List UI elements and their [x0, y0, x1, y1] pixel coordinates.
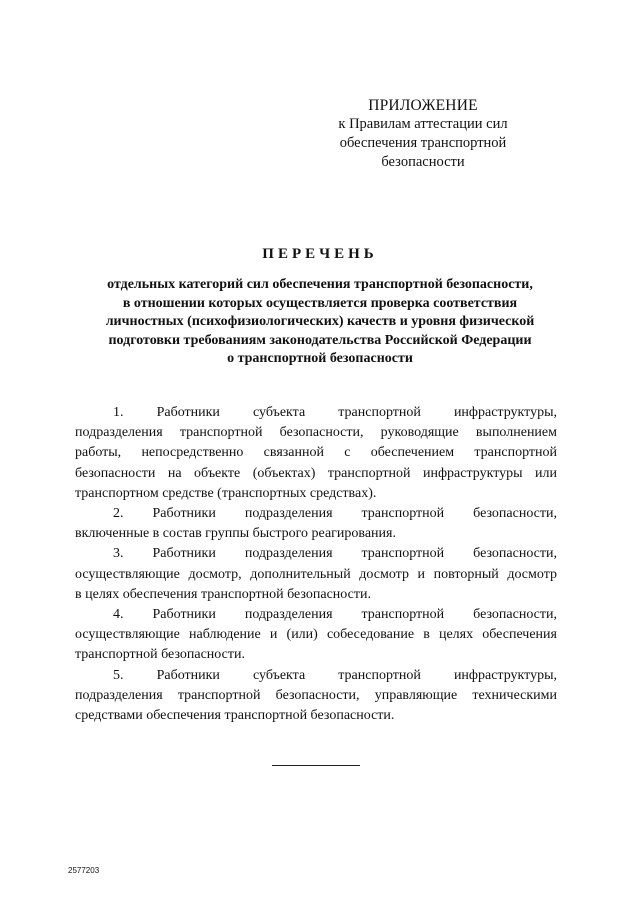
subtitle-line: в отношении которых осуществляется проверка соответствия — [122, 295, 518, 311]
subtitle-line: подготовки требованиям законодательства Российской Федерации — [108, 332, 532, 348]
list-item — [75, 544, 557, 605]
appendix-line: обеспечения транспортной — [339, 135, 507, 151]
appendix-line: безопасности — [381, 154, 465, 170]
item-line: осуществляющие досмотр, дополнительный досмотр и повторный досмотр — [75, 566, 557, 582]
item-line: 3. Работники подразделения транспортной безопасности, — [113, 546, 557, 562]
items-list — [75, 403, 557, 726]
list-subtitle — [60, 276, 580, 369]
item-line: 2. Работники подразделения транспортной безопасности, — [113, 506, 557, 522]
item-line: транспортном средстве (транспортных средствах). — [75, 485, 377, 501]
item-line: подразделения транспортной безопасности, руководящие выполнением — [75, 425, 557, 441]
item-line: осуществляющие наблюдение и (или) собеседование в целях обеспечения — [75, 627, 557, 643]
appendix-heading: ПРИЛОЖЕНИЕ — [368, 97, 478, 114]
item-line: 4. Работники подразделения транспортной безопасности, — [113, 607, 557, 623]
item-line: подразделения транспортной безопасности, управляющие техническими — [75, 687, 557, 703]
appendix-line: к Правилам аттестации сил — [338, 116, 508, 132]
document-number: 2577203 — [68, 866, 100, 875]
item-line: транспортной безопасности. — [75, 647, 245, 663]
list-item — [75, 403, 557, 504]
item-line: безопасности на объекте (объектах) транспортной инфраструктуры или — [75, 465, 557, 481]
item-line: в целях обеспечения транспортной безопасности. — [75, 586, 371, 602]
subtitle-line: личностных (психофизиологических) качеств и уровня физической — [105, 314, 535, 329]
item-line: работы, непосредственно связанной с обеспечением транспортной — [75, 445, 557, 461]
item-line: средствами обеспечения транспортной безопасности. — [75, 708, 395, 724]
list-item — [75, 666, 557, 727]
item-line: 5. Работники субъекта транспортной инфраструктуры, — [113, 667, 557, 683]
subtitle-line: о транспортной безопасности — [227, 351, 413, 366]
subtitle-line: отдельных категорий сил обеспечения транспортной безопасности, — [107, 277, 533, 292]
closing-divider — [272, 765, 360, 766]
list-title: ПЕРЕЧЕНЬ — [262, 246, 378, 262]
appendix-block — [318, 96, 528, 172]
list-item — [75, 504, 557, 544]
list-item — [75, 605, 557, 666]
item-line: включенные в состав группы быстрого реагирования. — [75, 526, 396, 542]
item-line: 1. Работники субъекта транспортной инфраструктуры, — [113, 405, 557, 420]
